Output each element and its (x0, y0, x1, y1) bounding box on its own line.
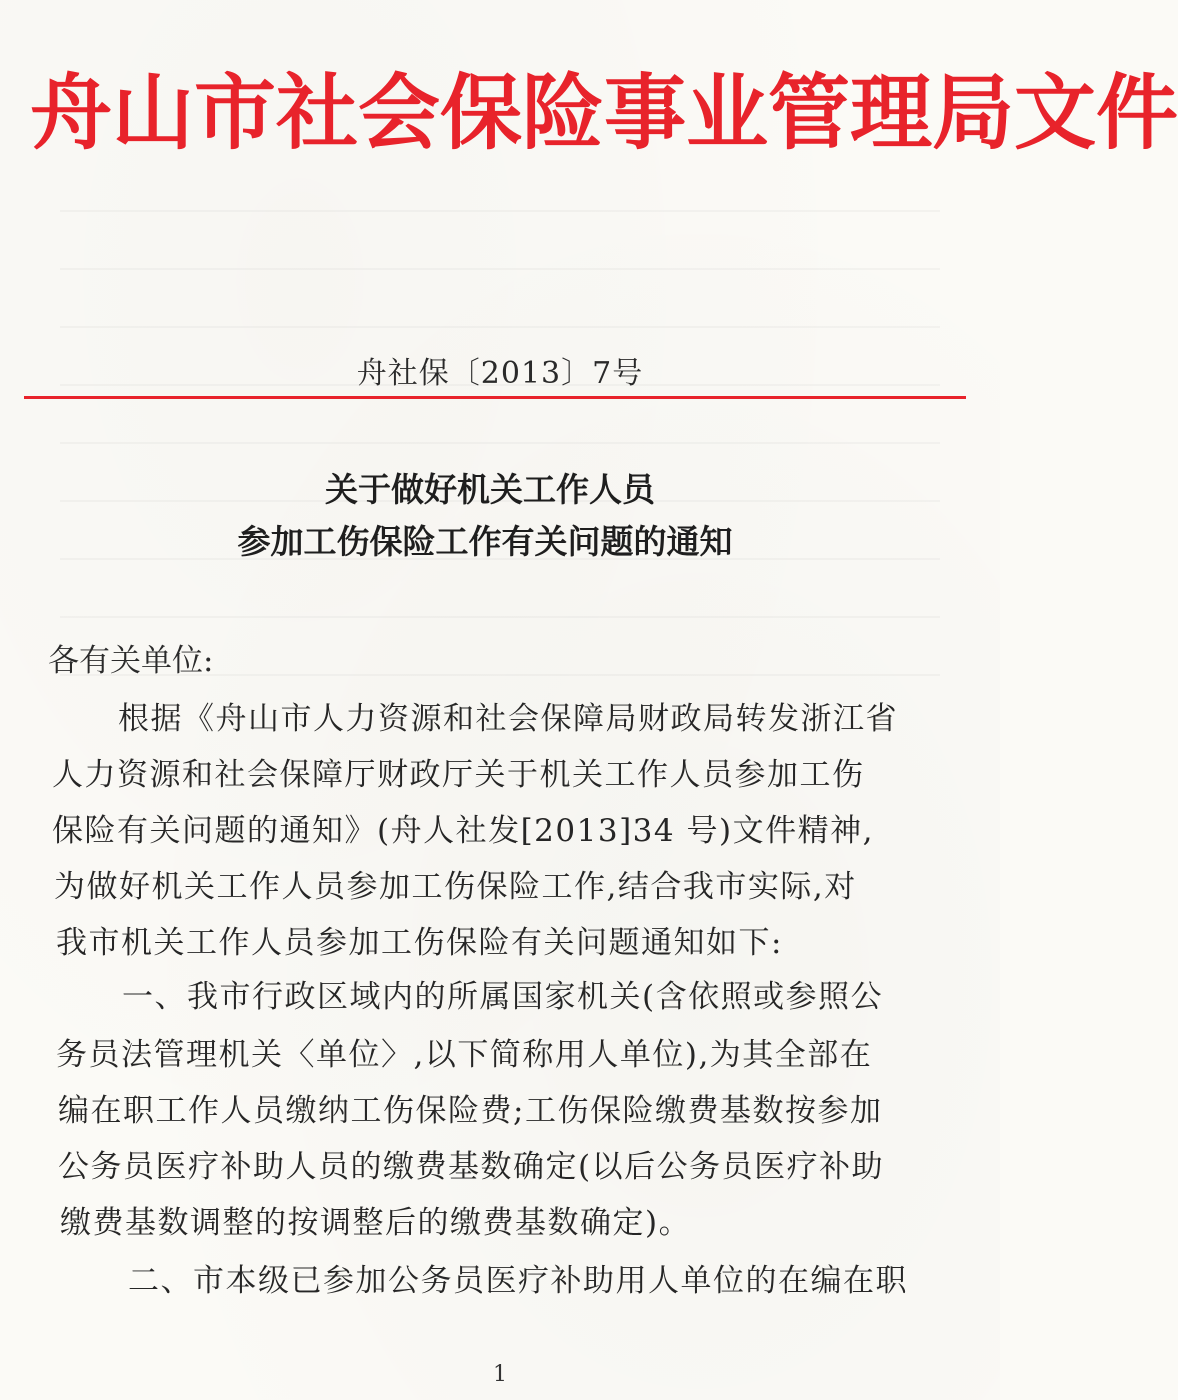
document-number: 舟社保〔2013〕7号 (356, 356, 644, 391)
body-line: 编在职工作人员缴纳工伤保险费;工伤保险缴费基数按参加 (58, 1093, 883, 1129)
body-line: 根据《舟山市人力资源和社会保障局财政局转发浙江省 (118, 701, 898, 737)
notice-title-line-2: 参加工伤保险工作有关问题的通知 (237, 522, 733, 561)
body-line: 二、市本级已参加公务员医疗补助用人单位的在编在职 (128, 1263, 908, 1299)
page-number: 1 (493, 1362, 507, 1387)
body-line: 人力资源和社会保障厅财政厅关于机关工作人员参加工伤 (52, 757, 865, 793)
masthead-divider-line (24, 396, 966, 399)
salutation: 各有关单位: (48, 643, 214, 679)
body-line: 保险有关问题的通知》(舟人社发[2013]34 号)文件精神, (52, 813, 874, 849)
body-line: 公务员医疗补助人员的缴费基数确定(以后公务员医疗补助 (58, 1149, 885, 1185)
body-line: 我市机关工作人员参加工伤保险有关问题通知如下: (56, 925, 783, 961)
body-line: 为做好机关工作人员参加工伤保险工作,结合我市实际,对 (54, 869, 857, 905)
body-line: 务员法管理机关〈单位〉,以下简称用人单位),为其全部在 (56, 1037, 873, 1073)
body-line: 缴费基数调整的按调整后的缴费基数确定)。 (60, 1205, 692, 1241)
notice-title-line-1: 关于做好机关工作人员 (325, 470, 655, 509)
document-masthead: 舟山市社会保险事业管理局文件 (30, 65, 1178, 161)
body-line: 一、我市行政区域内的所属国家机关(含依照或参照公 (122, 979, 884, 1015)
